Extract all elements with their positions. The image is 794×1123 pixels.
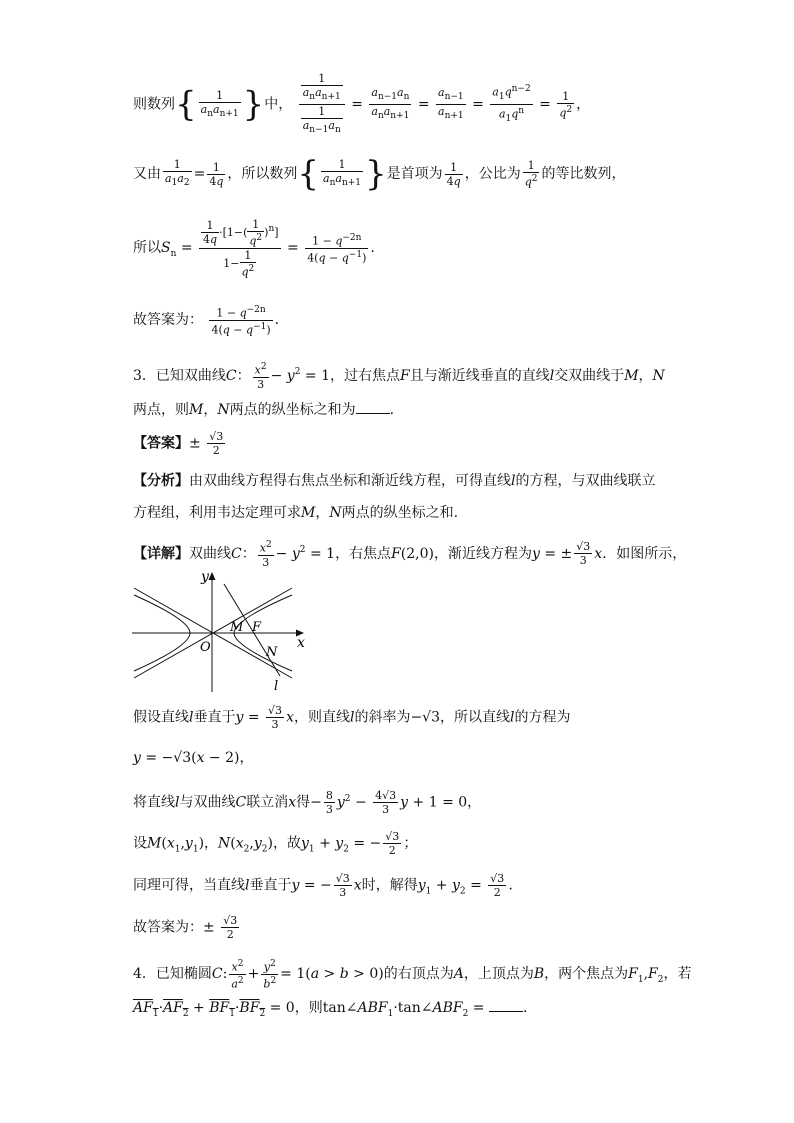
line-equation: y = −√3(x − 2)，: [133, 750, 254, 766]
question-3-line1: 3．已知双曲线C： $\frac{x^2}{3}$ − $y^2 = 1$，过右焦点F且与渐近线垂直的直线l交双曲线于M，N: [133, 362, 665, 391]
same-line: 同理可得，当直线l垂直于y = − $\frac{√3}{3}$ x时，解得$y_1 + y_2$ = $\frac{√3}{2}$ .: [133, 872, 513, 899]
label-O: O: [200, 640, 211, 655]
label-x: x: [297, 635, 305, 651]
line-first-term: 又由 $\frac{1}{a_1a_2}$ = $\frac{1}{4q}$ ，所以数列{ $\frac{1}{a_na_{n+1}}$ }是首项为 $\frac{1}{4q}$ ，公比为 $\frac{1}{q^2}$ 的等比数列，: [133, 154, 626, 195]
line-sum-formula: 所以$S_n$ = $\frac{1}{4q}$ ·[1−( $\frac{1}{q^2}$ )$^n$] 1− $\frac{1}{q^2}$ = $\frac{1 - q^{-2n}}{4(q - q^{-1})}$ .: [133, 218, 375, 279]
hyperbola-figure: [128, 568, 310, 694]
question-4-line1: 4．已知椭圆C: $\frac{x^2}{a^2}$ + $\frac{y^2}{b^2}$ = 1(a > b > 0)的右顶点为A，上顶点为B，两个焦点为$F_1,F_2$，若: [133, 959, 692, 991]
label-M: M: [230, 620, 244, 635]
question-3-line2: 两点，则M，N两点的纵坐标之和为 .: [133, 402, 395, 418]
answer-blank-4: [489, 999, 523, 1012]
assume-line: 假设直线l垂直于y = $\frac{√3}{3}$ x，则直线l的斜率为−√3，所以直线l的方程为: [133, 704, 571, 731]
combine-line: 将直线l与双曲线C联立消x得− $\frac{8}{3}$ $y^2$ − $\frac{4√3}{3}$ y + 1 = 0，: [133, 789, 482, 817]
analysis-line2: 方程组，利用韦达定理可求M，N两点的纵坐标之和.: [133, 505, 459, 521]
label-N: N: [266, 645, 278, 660]
label-l: l: [274, 679, 279, 694]
label-y: y: [201, 569, 209, 585]
line-answer-2: 故答案为： $\frac{1 - q^{-2n}}{4(q - q^{-1})}$ .: [133, 305, 280, 337]
final-answer-line: 故答案为：± $\frac{√3}{2}$: [133, 914, 238, 941]
ratio-fraction: $\frac{\frac{1}{a_na_{n+1}}}{\frac{1}{a_{n-1}a_n}}$: [299, 72, 345, 137]
detail-line1: 【详解】双曲线C： $\frac{x^2}{3}$ − $y^2 = 1$，右焦点F(2,0)，渐近线方程为y = ± $\frac{√3}{3}$ x．如图所示，: [133, 540, 687, 569]
analysis-line1: 【分析】由双曲线方程得右焦点坐标和渐近线方程，可得直线l的方程，与双曲线联立: [133, 473, 656, 489]
label-F: F: [252, 620, 262, 635]
answer-blank: [356, 401, 390, 414]
set-line: 设$M(x_1,y_1)$，$N(x_2,y_2)$，故$y_1 + y_2$ = − $\frac{√3}{2}$ ；: [133, 830, 418, 857]
line-ratio-chain: 则数列{ $\frac{1}{a_na_{n+1}}$ }中， $\frac{\frac{1}{a_na_{n+1}}}{\frac{1}{a_{n-1}a_n}}$ = $\frac{a_{n-1}a_n}{a_na_{n+1}}$ = $\frac{a_{n-1}}{a_{n+1}}$ = $\frac{a_1q^{n-2}}{a_1q^n}$ = $\frac{1}{q^2}$ ，: [133, 72, 591, 136]
y-axis-arrow: [209, 572, 216, 580]
question-4-line2: $AF_1\cdot AF_2 + BF_1\cdot BF_2 = 0$，则$\tan\angle ABF_1\cdot\tan\angle ABF_2$ = .: [133, 1000, 528, 1019]
answer-line: 【答案】± $\frac{√3}{2}$: [133, 430, 224, 457]
text-then-sequence: 则数列: [133, 96, 175, 113]
